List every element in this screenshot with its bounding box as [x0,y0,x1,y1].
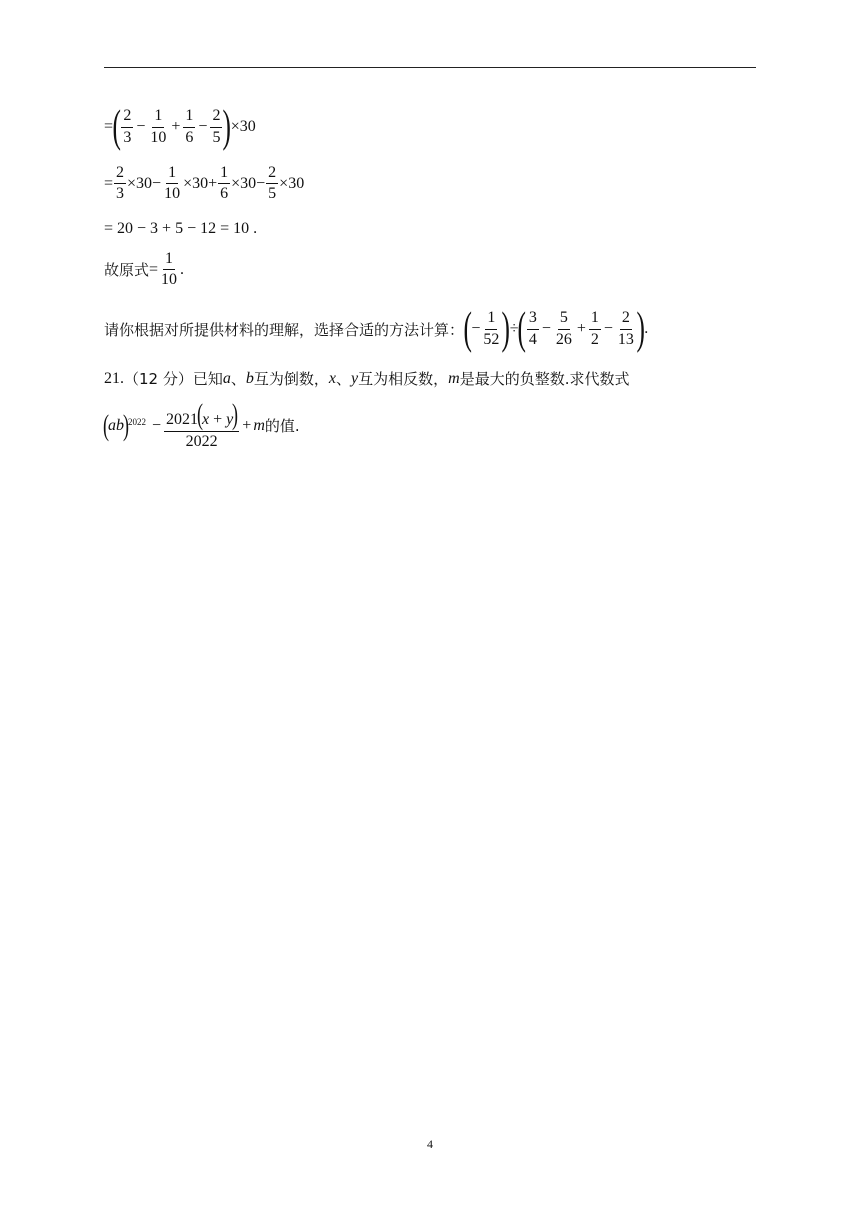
fraction [164,400,239,451]
solution-line-1 [104,100,256,151]
variable-y: y [351,369,359,387]
task-text: 请你根据对所提供材料的理解，选择合适的方法计算： [104,320,465,339]
numerator: 2 [266,164,278,184]
variable-x: x [328,369,337,387]
variable-m: m [253,416,265,434]
multiply-term: ×30 [230,118,256,135]
expression-base: ab [108,416,124,434]
fraction [121,107,133,147]
right-paren: ) [501,302,511,353]
multiply-term: ×30 [279,174,305,192]
page-number: 4 [427,1137,433,1151]
multiply-term: ×30− [231,174,266,192]
variable-m: m [448,369,460,387]
numerator: 1 [166,164,178,184]
multiply-term: ×30+ [183,174,218,192]
conclusion-label: 故原式 [104,261,150,280]
multiply-term: ×30− [127,174,162,192]
equals-sign: = [149,260,159,278]
question-21-line-1 [104,368,630,389]
denominator: 5 [212,128,221,146]
operator: − [541,320,551,337]
numerator: 1 [183,107,195,127]
fraction [218,164,230,204]
question-text: 互为相反数， [358,370,449,388]
header-rule [104,67,756,68]
denominator: 6 [185,128,194,146]
variable-x: x [202,411,210,428]
fraction [162,164,182,204]
denominator: 13 [617,330,634,348]
numerator: 3 [527,309,539,329]
question-text: 的值. [264,417,300,436]
operator: − [603,320,613,337]
minus-sign: − [471,320,481,337]
numerator: 2 [620,309,632,329]
left-paren: ( [517,302,527,353]
numerator: 1 [485,309,497,329]
left-paren: ( [463,302,472,353]
fraction [114,164,126,204]
fraction [210,107,222,147]
denominator: 2022 [185,433,218,450]
separator: 、 [336,370,352,388]
right-paren: ) [636,302,645,353]
right-paren: ) [222,100,232,151]
question-text: 是最大的负整数.求代数式 [459,370,630,388]
fraction [159,250,179,290]
left-paren: ( [197,398,204,431]
coefficient: 2021 [166,411,199,428]
arithmetic-result: = 20 − 3 + 5 − 12 = 10 . [104,220,258,237]
operator: − [152,416,162,434]
solution-line-2 [104,164,304,204]
fraction [266,164,278,204]
variable-y: y [226,411,234,428]
divide-sign: ÷ [509,320,519,337]
right-paren: ) [232,398,239,431]
solution-line-3 [104,220,257,238]
fraction [589,309,601,349]
question-text: 互为倒数， [253,370,329,388]
operator: + [242,416,252,434]
operator: + [576,320,586,337]
fraction [554,309,574,349]
denominator: 10 [161,271,178,289]
exponent: 2022 [128,416,146,427]
equals-sign: = [104,174,114,192]
denominator: 52 [483,330,500,348]
question-text: 已知 [192,370,223,388]
numerator: 1 [218,164,230,184]
question-21-expression [104,400,300,451]
right-paren: ) [123,408,129,442]
separator: 、 [230,370,246,388]
variable-a: a [222,369,231,387]
left-paren: ( [103,408,109,442]
denominator: 10 [164,185,181,203]
denominator: 10 [150,128,167,146]
denominator: 26 [555,330,572,348]
fraction [183,107,195,147]
conclusion-line [104,250,184,290]
period: . [180,260,185,278]
numerator: 2 [114,164,126,184]
operator: + [171,118,181,135]
numerator: 2 [210,107,222,127]
operator: − [136,118,146,135]
denominator: 5 [268,185,277,203]
fraction [148,107,168,147]
denominator: 4 [528,330,537,348]
denominator: 2 [590,330,599,348]
left-paren: ( [112,100,121,151]
numerator: 2 [121,107,133,127]
operator: + [209,411,227,428]
variable-b: b [245,369,254,387]
denominator: 3 [123,128,132,146]
numerator: 1 [152,107,164,127]
numerator: 1 [589,309,601,329]
fraction [527,309,539,349]
numerator: 1 [163,250,175,270]
numerator [164,400,239,432]
denominator: 3 [116,185,125,203]
fraction [481,309,501,349]
equals-sign: = [104,118,114,135]
task-line [104,302,649,353]
operator: − [198,118,208,135]
fraction [616,309,636,349]
period: . [644,320,649,337]
numerator: 5 [558,309,570,329]
denominator: 6 [220,185,229,203]
question-number: 21. [104,369,124,387]
question-score: （12 分） [124,370,193,388]
